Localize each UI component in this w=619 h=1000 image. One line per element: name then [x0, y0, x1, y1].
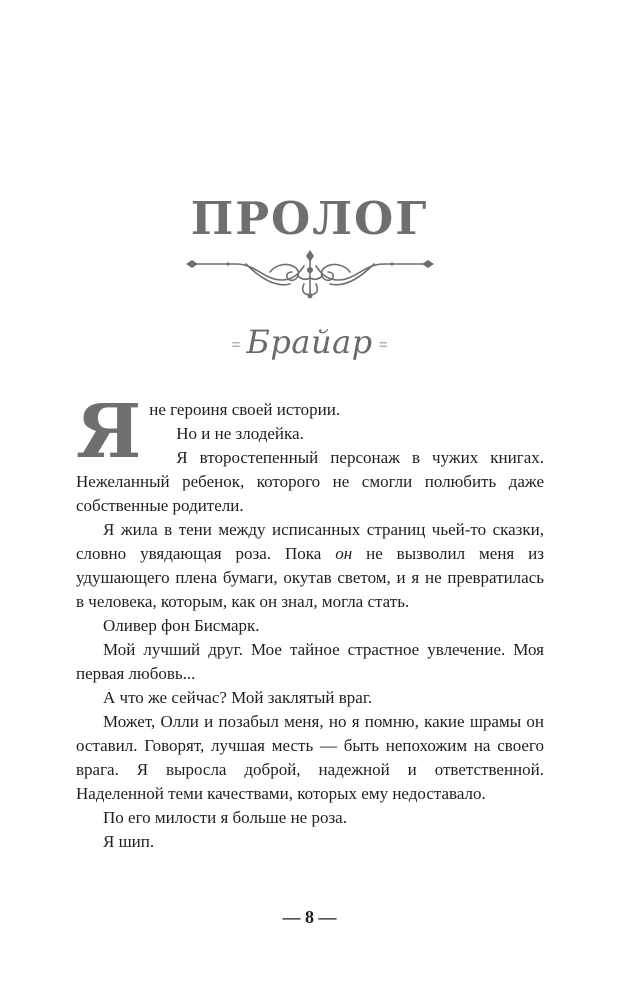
paragraph-text: не героиня своей истории.: [149, 400, 341, 419]
chapter-body: [76, 389, 544, 854]
paragraph: Я второстепенный персонаж в чужих книгах. Нежеланный ребенок, которого не смогли полюбить даже собственные родители.: [76, 448, 544, 515]
paragraph: [76, 518, 544, 614]
paragraph: Оливер фон Бисмарк.: [103, 616, 260, 635]
paragraph: А что же сейчас? Мой заклятый враг.: [103, 688, 373, 707]
paragraph: Может, Олли и позабыл меня, но я помню, какие шрамы он оставил. Говорят, лучшая месть — быть непохожим на своего врага. Я выросла доброй, надежной и ответственной. Наделенной теми качествами, которых ему недоставало.: [76, 712, 544, 803]
drop-cap: Я: [76, 389, 142, 475]
flourish-divider-icon: [186, 250, 434, 300]
narrator-name: Брайар: [246, 323, 373, 361]
chapter-subtitle: [0, 323, 619, 361]
paragraph-text: Я жила в тени между исписанных страниц чьей-то сказки, словно увядающая роза. Пока: [76, 520, 544, 563]
emphasis-text: он: [335, 544, 353, 563]
page-number: — 8 —: [282, 907, 337, 927]
paragraph: По его милости я больше не роза.: [103, 808, 347, 827]
paragraph: Я шип.: [103, 832, 155, 851]
paragraph-text: не вызволил меня из удушающего плена бумаги, окутав светом, и я не превратилась в человека, которым, как он знал, могла стать.: [76, 544, 544, 611]
paragraph: Но и не злодейка.: [176, 424, 304, 443]
chapter-title: ПРОЛОГ: [190, 192, 429, 245]
subtitle-dash-left: =: [231, 337, 241, 355]
paragraph: Мой лучший друг. Мое тайное страстное увлечение. Моя первая любовь...: [76, 640, 544, 683]
subtitle-dash-right: =: [378, 337, 388, 355]
